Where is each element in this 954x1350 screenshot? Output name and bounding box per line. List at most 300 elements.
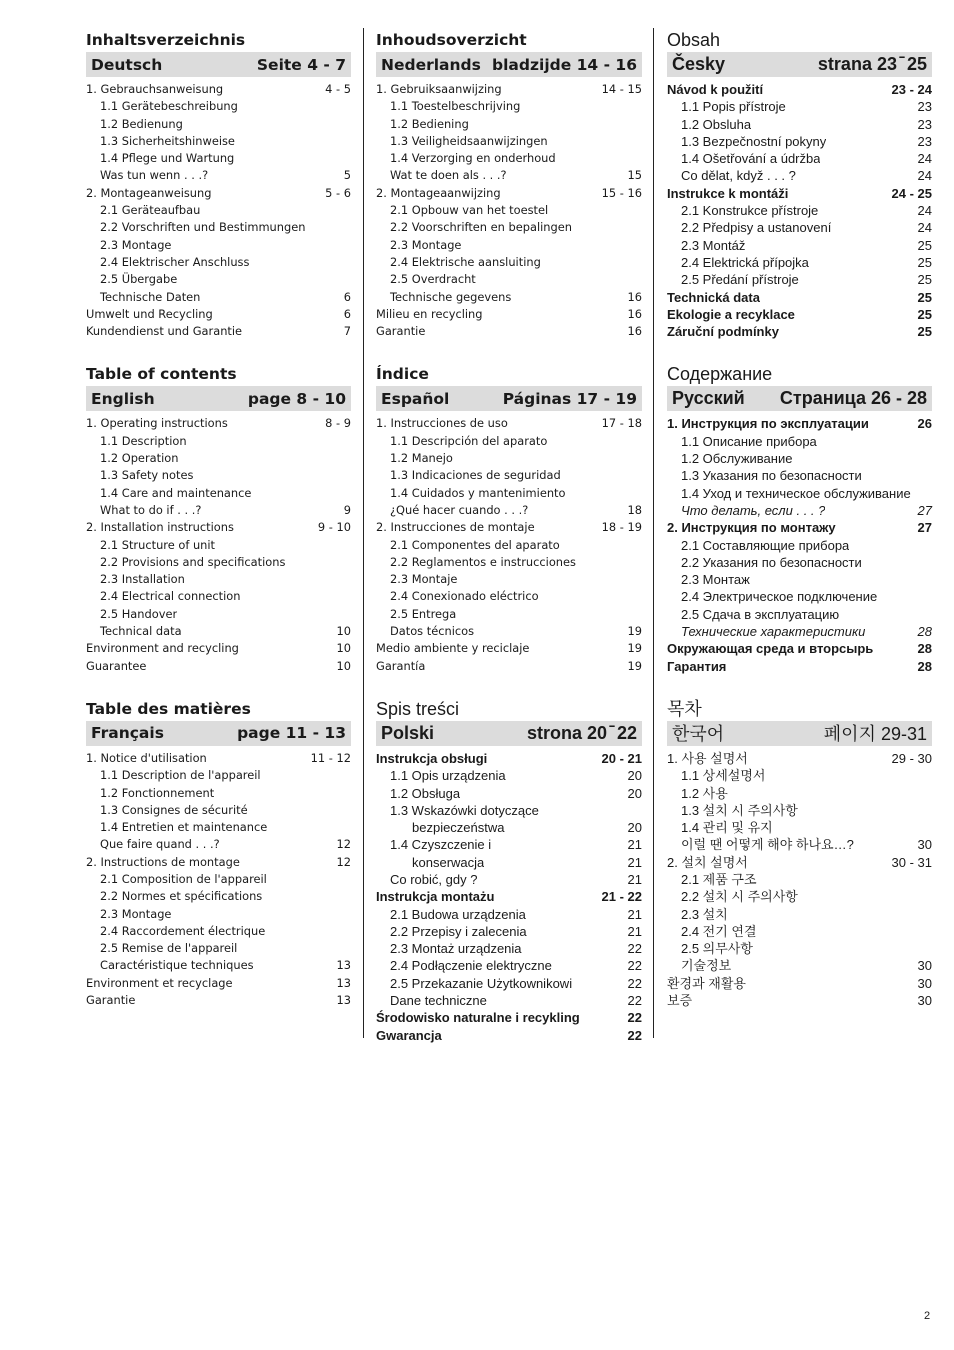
entry-label: 2.1 Opbouw van het toestel: [390, 203, 549, 218]
toc-entry: [376, 1027, 642, 1044]
entry-page: 29 - 30: [891, 750, 932, 766]
toc-entry: [86, 116, 351, 133]
toc-entry: [86, 750, 351, 767]
entry-page: 28: [917, 624, 932, 640]
entry-label: 2.2 Vorschriften und Bestimmungen: [100, 220, 306, 235]
entry-label: 1.4 관리 및 유지: [681, 820, 773, 836]
entry-page: 25: [917, 237, 932, 253]
toc-entry: [86, 975, 351, 992]
toc-entry: [376, 658, 642, 675]
toc-section: [376, 362, 642, 674]
entry-page: 30: [917, 837, 932, 853]
toc-entry: [667, 588, 932, 605]
toc-entry: [667, 785, 932, 802]
language-header-bar: [86, 52, 351, 77]
entry-page: 23: [917, 99, 932, 115]
toc-entry: [86, 202, 351, 219]
toc-entry: [667, 854, 932, 871]
entry-label: 2.1 Structure of unit: [100, 537, 216, 552]
entry-label: 2.5 Przekazanie Użytkownikowi: [390, 975, 573, 991]
toc-entry: [667, 150, 932, 167]
entry-label: 보증: [667, 993, 693, 1009]
entry-page: 20: [627, 820, 642, 836]
entry-label: Datos técnicos: [390, 624, 475, 639]
toc-entry: [86, 906, 351, 923]
toc-entry: [86, 957, 351, 974]
section-title: Obsah: [667, 30, 721, 50]
entry-label: Garantie: [376, 324, 426, 339]
entry-label: 2.2 Указания по безопасности: [681, 554, 862, 570]
toc-entry: [667, 871, 932, 888]
entry-label: 2.1 Budowa urządzenia: [390, 906, 526, 922]
toc-entry: [86, 502, 351, 519]
entry-label: Ekologie a recyklace: [667, 306, 795, 322]
entry-label: Guarantee: [86, 658, 147, 673]
toc-entry: [376, 785, 642, 802]
entry-page: 30: [917, 958, 932, 974]
entry-label: 2.5 의무사항: [681, 941, 753, 957]
entry-label: 2.5 Předání přístroje: [681, 272, 799, 288]
entry-label: Gwarancja: [376, 1027, 442, 1043]
toc-entry: [86, 450, 351, 467]
toc-entry: [376, 116, 642, 133]
toc-entry: [376, 289, 642, 306]
entry-page: 22: [627, 1010, 642, 1026]
toc-entry: [667, 992, 932, 1009]
toc-entry: [376, 871, 642, 888]
language-header-bar: [667, 721, 932, 746]
entry-page: 15: [627, 168, 642, 183]
toc-section: [667, 28, 932, 340]
entry-label: What to do if . . .?: [100, 502, 202, 517]
toc-entry: [376, 219, 642, 236]
toc-entry: [86, 819, 351, 836]
entry-label: Что делать, если . . . ?: [681, 502, 826, 518]
entry-label: 1. Instrucciones de uso: [376, 416, 508, 431]
entry-page: 24 - 25: [891, 185, 932, 201]
entry-label: 2.2 설치 시 주의사항: [681, 889, 798, 905]
entry-label: 2. Montageanweisung: [86, 185, 212, 200]
entry-page: 22: [627, 1027, 642, 1043]
toc-entry: [86, 854, 351, 871]
entry-page: 25: [917, 324, 932, 340]
entry-page: 26: [917, 416, 932, 432]
entry-label: 2.5 Handover: [100, 606, 178, 621]
entry-page: 19: [627, 624, 642, 639]
entry-page: 24: [917, 168, 932, 184]
toc-entry: [667, 116, 932, 133]
toc-entry: [667, 237, 932, 254]
toc-entry: [376, 202, 642, 219]
toc-entry: [86, 606, 351, 623]
page-range: 페이지 29-31: [823, 724, 927, 745]
entry-label: 1.2 Обслуживание: [681, 451, 793, 467]
entry-page: 21 - 22: [601, 889, 642, 905]
entry-label: Wat te doen als . . .?: [390, 168, 507, 183]
toc-entry: [667, 485, 932, 502]
entry-page: 10: [336, 658, 351, 673]
toc-entry: [376, 415, 642, 432]
entry-page: 13: [336, 975, 351, 990]
entry-label: Medio ambiente y reciclaje: [376, 641, 530, 656]
entry-label: 2.5 Сдача в эксплуатацию: [681, 606, 840, 622]
toc-entry: [376, 433, 642, 450]
toc-entry: [667, 323, 932, 340]
entry-label: 2. 설치 설명서: [667, 854, 748, 870]
entry-label: Technische Daten: [100, 289, 201, 304]
toc-entry: [376, 537, 642, 554]
toc-column-1: [86, 28, 351, 1031]
toc-entry: [376, 98, 642, 115]
language-name: Français: [91, 724, 164, 743]
toc-entry: [376, 836, 642, 853]
entry-label: Environment et recyclage: [86, 975, 233, 990]
entry-label: 1.2 Bedienung: [100, 116, 183, 131]
entry-label: 2.3 Montáž: [681, 237, 746, 253]
toc-entry: [376, 502, 642, 519]
toc-entry: [667, 767, 932, 784]
language-header-bar: [667, 52, 932, 77]
entry-page: 9: [343, 502, 351, 517]
entry-page: 24: [917, 151, 932, 167]
language-name: Русский: [672, 388, 745, 409]
entry-page: 9 - 10: [317, 520, 351, 535]
entry-page: 20: [627, 785, 642, 801]
entry-page: 5 - 6: [325, 185, 351, 200]
entry-page: 30 - 31: [891, 854, 932, 870]
toc-entry: [376, 1009, 642, 1026]
entry-label: 1.2 Obsługa: [390, 785, 461, 801]
column-divider-1: [363, 28, 364, 1038]
entry-label: 2.3 설치: [681, 906, 728, 922]
entry-label: 1. 사용 설명서: [667, 750, 748, 766]
entry-page: 30: [917, 993, 932, 1009]
language-name: Česky: [672, 54, 726, 74]
toc-entry: [86, 289, 351, 306]
toc-entry: [667, 415, 932, 432]
entry-label: ¿Qué hacer cuando . . .?: [390, 502, 529, 517]
entry-page: 17 - 18: [601, 416, 642, 431]
entry-label: 2.4 Podłączenie elektryczne: [390, 958, 552, 974]
toc-entry: [667, 957, 932, 974]
entry-label: Milieu en recycling: [376, 306, 483, 321]
entry-label: 2.3 Montage: [100, 906, 172, 921]
entry-label: Technická data: [667, 289, 760, 305]
entry-page: 11 - 12: [310, 750, 351, 765]
page-range: page 8 - 10: [247, 389, 346, 408]
entry-page: 16: [627, 324, 642, 339]
toc-entry: [376, 150, 642, 167]
section-title: 목차: [667, 698, 702, 719]
entry-label: 2.2 Reglamentos e instrucciones: [390, 554, 576, 569]
entry-page: 25: [917, 254, 932, 270]
entry-page: 10: [336, 641, 351, 656]
entry-label: 2.4 Electrical connection: [100, 589, 241, 604]
page-range: Seite 4 - 7: [256, 55, 346, 74]
toc-entry: [667, 975, 932, 992]
entry-label: 1.2 Operation: [100, 451, 179, 466]
toc-entry: [667, 640, 932, 657]
entry-label: 2.4 Elektrische aansluiting: [390, 254, 541, 269]
toc-entry: [667, 306, 932, 323]
toc-entry: [86, 219, 351, 236]
toc-entry: [667, 433, 932, 450]
entry-label: 1.3 Indicaciones de seguridad: [390, 468, 561, 483]
toc-entry: [667, 537, 932, 554]
toc-entry: [86, 271, 351, 288]
entry-label: Environment and recycling: [86, 641, 239, 656]
language-name: English: [91, 389, 155, 408]
toc-entry: [667, 819, 932, 836]
toc-entry: [86, 640, 351, 657]
entry-label: 1.1 Descripción del aparato: [390, 433, 548, 448]
entry-label: 2. Инструкция по монтажу: [667, 520, 836, 536]
entry-label: 2.2 Voorschriften en bepalingen: [390, 220, 572, 235]
entry-page: 5: [343, 168, 351, 183]
entry-label: 이럴 땐 어떻게 해야 하나요…?: [681, 837, 854, 853]
entry-page: 15 - 16: [601, 185, 642, 200]
entry-label: 1. Notice d'utilisation: [86, 750, 207, 765]
entry-label: 2.2 Provisions and specifications: [100, 554, 286, 569]
entry-label: 2.4 Raccordement électrique: [100, 923, 266, 938]
toc-entry: [376, 306, 642, 323]
entry-label: 1.3 Consignes de sécurité: [100, 802, 248, 817]
toc-entry: [86, 923, 351, 940]
toc-entry: [376, 819, 642, 836]
entry-label: 2.4 전기 연결: [681, 923, 757, 939]
entry-page: 6: [343, 289, 351, 304]
entry-page: 27: [917, 520, 932, 536]
entry-page: 22: [627, 993, 642, 1009]
toc-entry: [376, 450, 642, 467]
entry-label: 2.2 Przepisy i zalecenia: [390, 923, 527, 939]
toc-entry: [376, 133, 642, 150]
toc-entry: [86, 167, 351, 184]
entry-label: Instrukce k montáži: [667, 185, 789, 201]
entry-label: 1.3 설치 시 주의사항: [681, 802, 798, 818]
entry-label: bezpieczeństwa: [412, 820, 505, 836]
entry-label: 2.3 Монтаж: [681, 572, 750, 588]
toc-entry: [86, 306, 351, 323]
toc-entry: [376, 940, 642, 957]
entry-label: 1.3 Sicherheitshinweise: [100, 133, 235, 148]
entry-label: Návod k použití: [667, 82, 764, 97]
toc-entry: [667, 554, 932, 571]
entry-label: 2.2 Předpisy a ustanovení: [681, 220, 832, 236]
toc-column-3: [667, 28, 932, 1031]
section-title: Содержание: [667, 364, 773, 385]
section-title: Inhoudsoverzicht: [376, 31, 527, 49]
toc-entry: [667, 185, 932, 202]
toc-section: [86, 697, 351, 1009]
toc-entry: [86, 98, 351, 115]
toc-entry: [376, 185, 642, 202]
toc-entry: [667, 502, 932, 519]
entry-label: Caractéristique techniques: [100, 958, 254, 973]
entry-label: Co dělat, když . . . ?: [681, 168, 796, 184]
entry-label: 2.3 Installation: [100, 572, 185, 587]
entry-label: Dane techniczne: [390, 993, 487, 1009]
toc-entry: [667, 271, 932, 288]
entry-label: 1. Инструкция по эксплуатации: [667, 416, 869, 432]
toc-entry: [376, 588, 642, 605]
toc-entry: [86, 940, 351, 957]
entry-label: Окружающая среда и вторсырь: [667, 641, 874, 657]
entry-label: 1.2 사용: [681, 785, 728, 801]
page-range: Страница 26 - 28: [779, 388, 927, 409]
section-title: Spis treści: [376, 698, 460, 719]
section-title: Inhaltsverzeichnis: [86, 31, 246, 49]
toc-entry: [667, 571, 932, 588]
entry-label: Instrukcja obsługi: [376, 750, 488, 766]
toc-entry: [667, 606, 932, 623]
toc-entry: [86, 150, 351, 167]
toc-entry: [86, 254, 351, 271]
entry-label: 2.4 Conexionado eléctrico: [390, 589, 539, 604]
entry-label: Garantía: [376, 658, 426, 673]
toc-entry: [376, 81, 642, 98]
toc-entry: [86, 871, 351, 888]
toc-entry: [376, 975, 642, 992]
entry-label: 2.5 Remise de l'appareil: [100, 941, 238, 956]
entry-label: 2.1 Составляющие прибора: [681, 537, 850, 553]
toc-entry: [667, 289, 932, 306]
entry-label: 2.5 Übergabe: [100, 272, 178, 287]
toc-entry: [86, 836, 351, 853]
entry-page: 24: [917, 220, 932, 236]
language-name: 한국어: [672, 724, 725, 745]
toc-entry: [376, 640, 642, 657]
entry-label: 2.3 Montaż urządzenia: [390, 941, 522, 957]
entry-page: 19: [627, 641, 642, 656]
entry-label: 1.1 Gerätebeschreibung: [100, 99, 238, 114]
entry-page: 12: [336, 837, 351, 852]
entry-label: Garantie: [86, 993, 136, 1008]
entry-page: 4 - 5: [325, 82, 351, 96]
entry-page: 21: [627, 854, 642, 870]
toc-entry: [376, 254, 642, 271]
toc-entry: [86, 433, 351, 450]
toc-entry: [376, 323, 642, 340]
entry-label: Środowisko naturalne i recykling: [376, 1010, 580, 1026]
entry-label: 2. Installation instructions: [86, 520, 234, 535]
entry-label: 2. Instructions de montage: [86, 854, 240, 869]
toc-entry: [86, 658, 351, 675]
entry-label: Kundendienst und Garantie: [86, 324, 243, 339]
entry-label: 1.3 Veiligheidsaanwijzingen: [390, 133, 548, 148]
language-name: Español: [381, 389, 450, 408]
toc-entry: [86, 571, 351, 588]
toc-entry: [667, 623, 932, 640]
entry-label: 2.2 Normes et spécifications: [100, 889, 263, 904]
toc-entry: [86, 485, 351, 502]
toc-entry: [376, 623, 642, 640]
entry-label: 1.4 Czyszczenie i: [390, 837, 492, 853]
toc-entry: [667, 836, 932, 853]
toc-entry: [667, 81, 932, 98]
entry-label: 2.4 Elektrischer Anschluss: [100, 254, 250, 269]
entry-label: 1.1 Description: [100, 433, 187, 448]
toc-section: [86, 28, 351, 340]
entry-label: 2.1 Konstrukce přístroje: [681, 203, 819, 219]
entry-label: 1.4 Уход и техническое обслуживание: [681, 485, 911, 501]
entry-label: Umwelt und Recycling: [86, 306, 213, 321]
toc-entry: [86, 237, 351, 254]
toc-entry: [667, 940, 932, 957]
toc-column-2: [376, 28, 642, 1066]
toc-entry: [376, 957, 642, 974]
entry-label: Záruční podmínky: [667, 324, 779, 340]
entry-label: Co robić, gdy ?: [390, 871, 478, 887]
toc-entry: [86, 767, 351, 784]
language-header-bar: [376, 52, 642, 77]
entry-label: 기술정보: [681, 958, 732, 974]
entry-page: 21: [627, 837, 642, 853]
entry-label: 2.1 Componentes del aparato: [390, 537, 560, 552]
entry-label: 2.3 Montage: [100, 237, 172, 252]
section-title: Table of contents: [86, 365, 237, 384]
toc-entry: [376, 571, 642, 588]
toc-entry: [86, 785, 351, 802]
toc-entry: [86, 185, 351, 202]
toc-entry: [86, 519, 351, 536]
entry-page: 23 - 24: [891, 82, 932, 97]
toc-entry: [86, 537, 351, 554]
entry-page: 20: [627, 768, 642, 784]
toc-entry: [86, 623, 351, 640]
toc-entry: [86, 415, 351, 432]
entry-label: 1.2 Bediening: [390, 116, 469, 131]
toc-entry: [86, 554, 351, 571]
toc-entry: [376, 802, 642, 819]
entry-label: 1.4 Entretien et maintenance: [100, 820, 268, 835]
toc-section: [376, 697, 642, 1044]
toc-entry: [667, 802, 932, 819]
entry-page: 16: [627, 289, 642, 304]
entry-label: 1.1 Description de l'appareil: [100, 768, 261, 783]
entry-label: 1.1 Toestelbeschrijving: [390, 99, 521, 114]
toc-entry: [667, 750, 932, 767]
entry-page: 10: [336, 624, 351, 639]
entry-page: 21: [627, 871, 642, 887]
entry-page: 18 - 19: [601, 520, 642, 535]
entry-page: 22: [627, 975, 642, 991]
entry-label: 1. Gebrauchsanweisung: [86, 82, 224, 96]
toc-section: [86, 362, 351, 674]
entry-page: 25: [917, 289, 932, 305]
entry-label: 환경과 재활용: [667, 975, 746, 991]
entry-label: 1.4 Verzorging en onderhoud: [390, 151, 556, 166]
toc-entry: [667, 519, 932, 536]
toc-entry: [667, 219, 932, 236]
language-header-bar: [667, 386, 932, 411]
entry-label: Was tun wenn . . .?: [100, 168, 209, 183]
entry-label: 1.2 Obsluha: [681, 116, 752, 132]
entry-label: 1.4 Cuidados y mantenimiento: [390, 485, 566, 500]
entry-label: 1.2 Manejo: [390, 451, 453, 466]
entry-label: 1.1 Описание прибора: [681, 433, 817, 449]
language-name: Deutsch: [91, 55, 163, 74]
toc-section: [667, 362, 932, 674]
entry-page: 18: [627, 502, 642, 517]
toc-entry: [667, 923, 932, 940]
toc-entry: [376, 554, 642, 571]
entry-label: 2.4 Elektrická přípojka: [681, 254, 809, 270]
language-name: Nederlands: [381, 55, 481, 74]
column-divider-2: [653, 28, 654, 1038]
entry-page: 7: [343, 324, 351, 339]
entry-label: 1.1 Popis přístroje: [681, 99, 786, 115]
